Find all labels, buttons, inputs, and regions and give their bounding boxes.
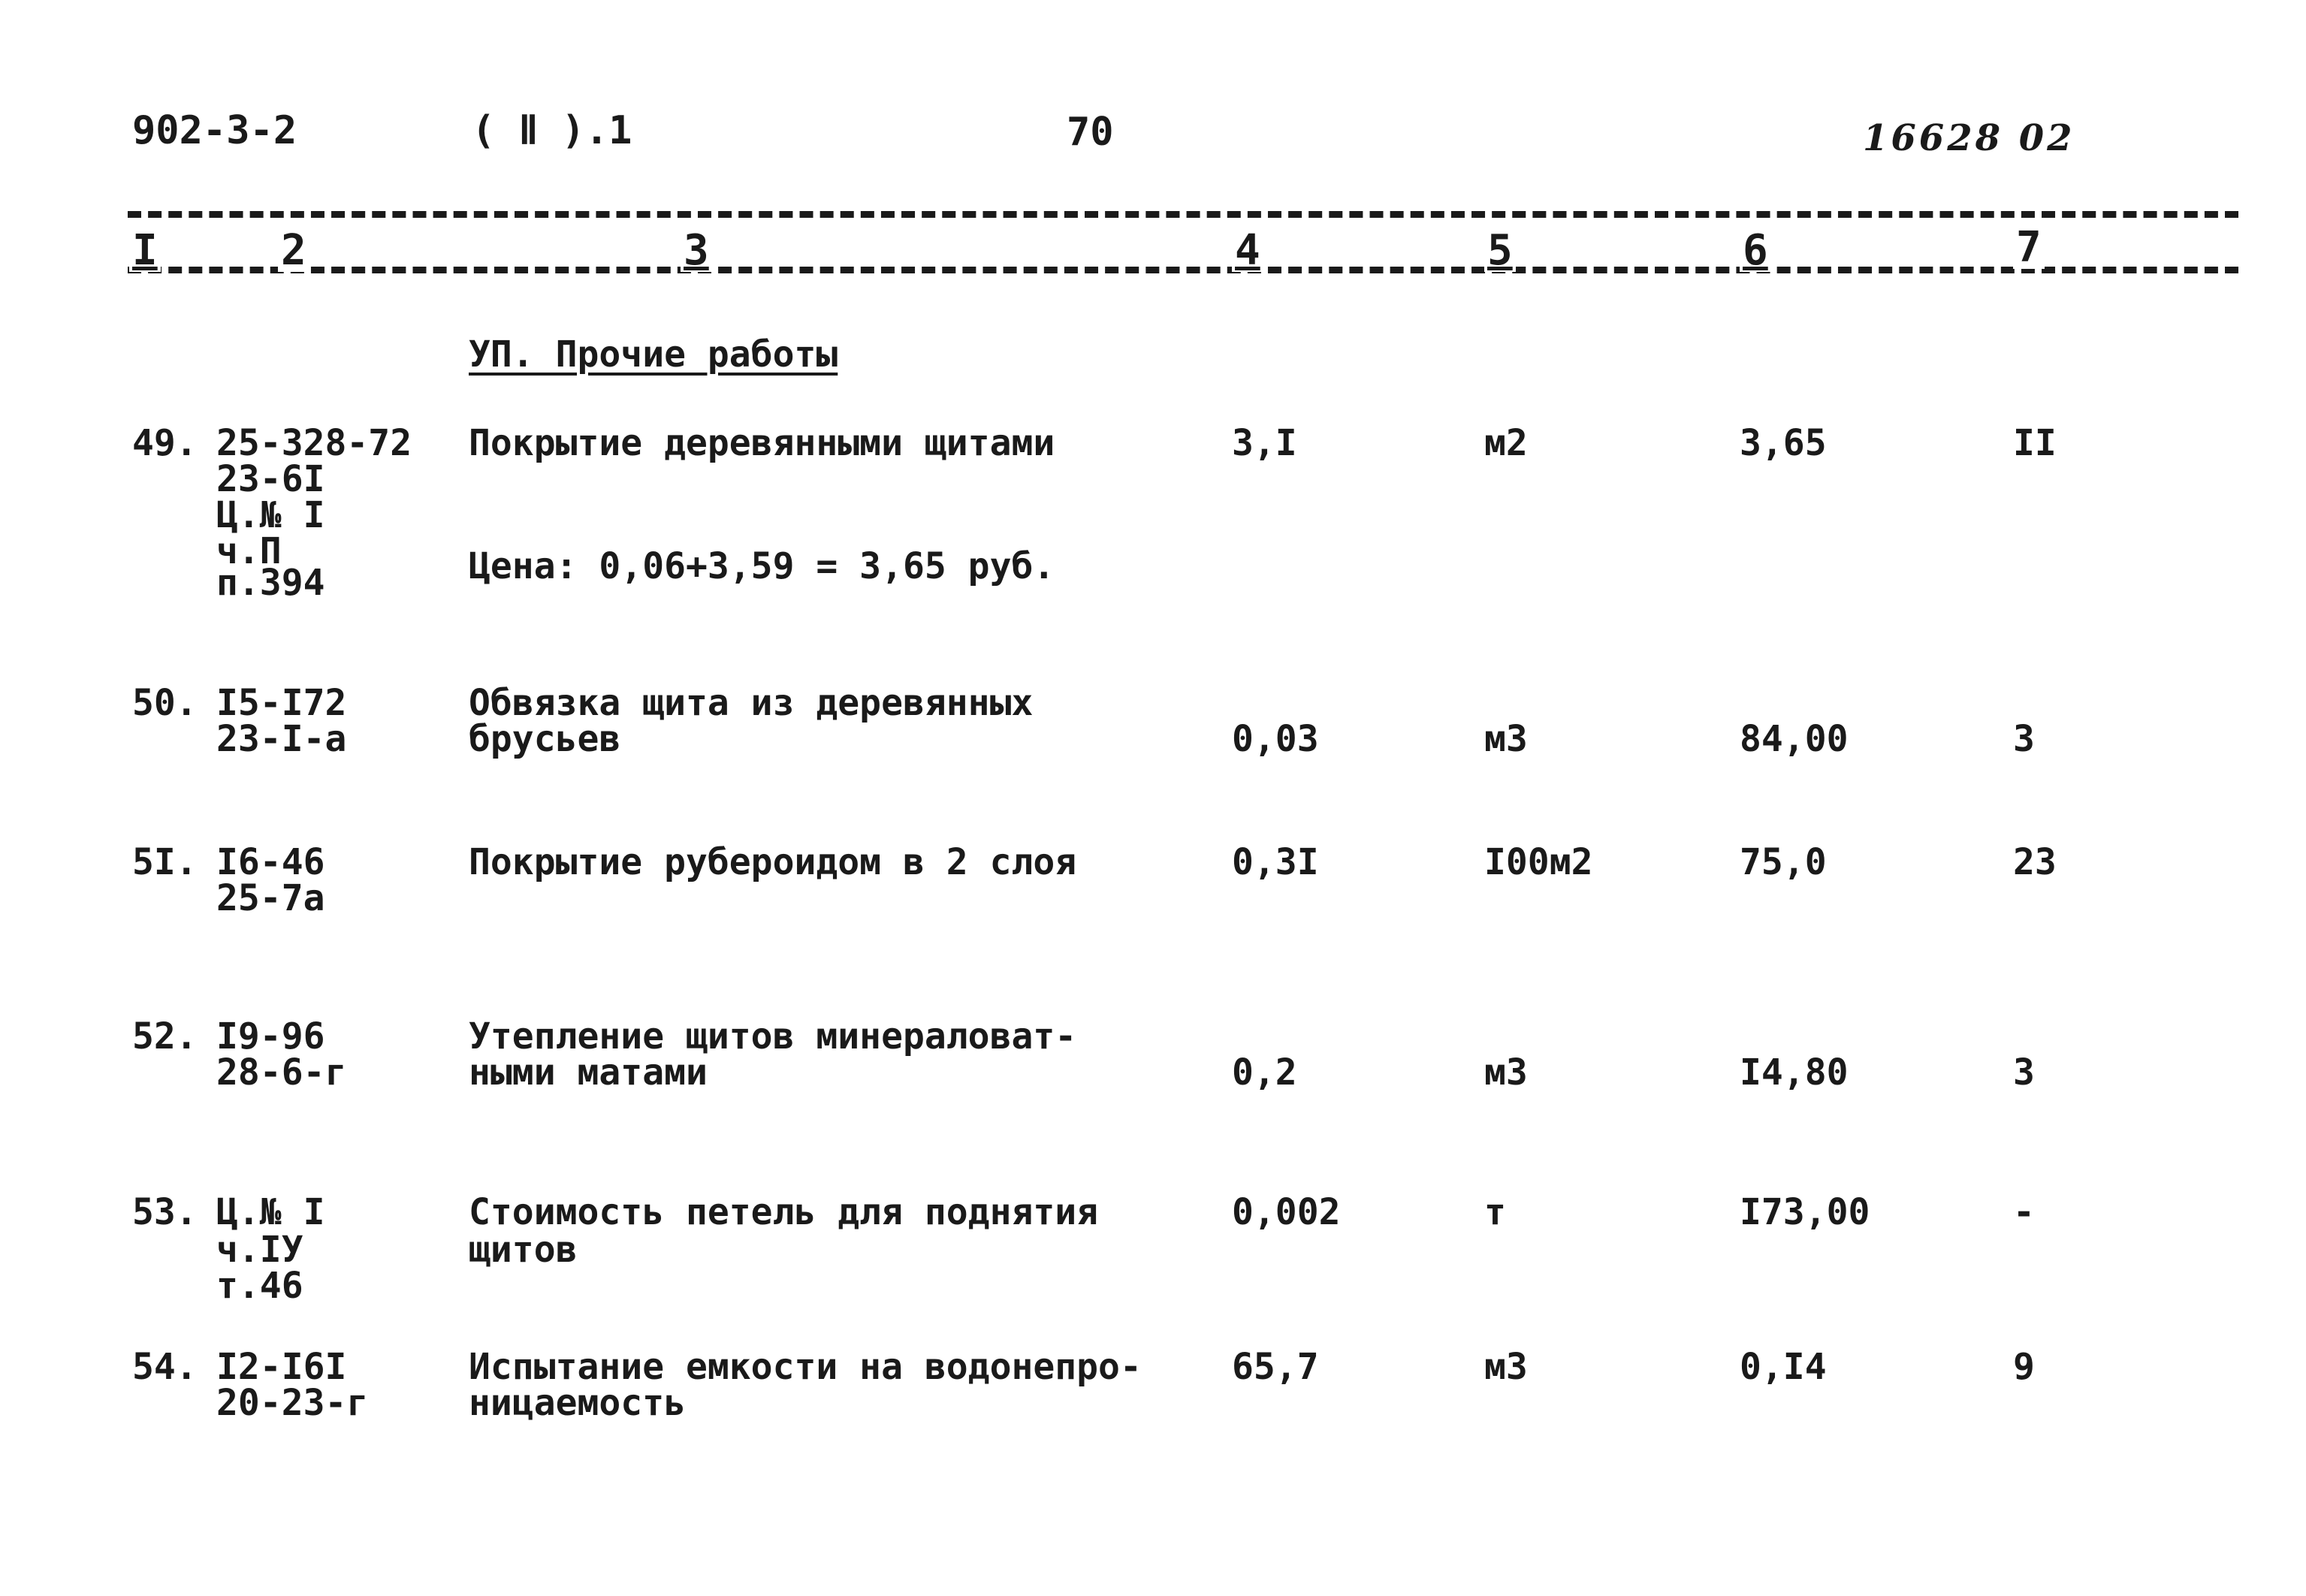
column-header-2: 2 [278,230,309,272]
norm-code-line: ч.П [216,530,282,572]
unit-price: I4,80 [1740,1051,1849,1094]
column-7-value: 9 [2013,1346,2035,1388]
column-header-4: 4 [1232,230,1263,272]
column-header-5: 5 [1484,230,1516,272]
row-number: 49. [132,422,198,464]
unit: I00м2 [1484,841,1593,883]
section-title: УП. Прочие работы [469,333,838,376]
norm-code-line: I2-I6I [216,1346,347,1388]
norm-code-line: 25-7а [216,877,325,919]
row-number: 52. [132,1015,198,1057]
unit-price: 75,0 [1740,841,1827,883]
norm-code-line: 28-6-г [216,1051,347,1094]
archive-number: 16628 02 [1863,117,2075,159]
unit-price: 3,65 [1740,422,1827,464]
page-number: 70 [1067,110,1114,155]
unit: м3 [1484,718,1528,760]
quantity: 0,2 [1232,1051,1297,1094]
work-description: Покрытие деревянными щитами [469,422,1055,464]
work-description: Обвязка щита из деревянных [469,682,1034,724]
row-number: 50. [132,682,198,724]
column-7-value: 23 [2013,841,2057,883]
norm-code-line: ч.IУ [216,1229,303,1271]
work-description: Покрытие рубероидом в 2 слоя [469,841,1077,883]
norm-code-line: 20-23-г [216,1382,369,1424]
work-description: брусьев [469,718,621,760]
column-header-1: I [129,230,161,272]
work-description: щитов [469,1229,578,1271]
quantity: 0,002 [1232,1191,1341,1233]
column-header-3: 3 [681,230,712,272]
unit-price: 0,I4 [1740,1346,1827,1388]
unit-price: 84,00 [1740,718,1849,760]
row-number: 54. [132,1346,198,1388]
work-description: Испытание емкости на водонепро- [469,1346,1142,1388]
row-number: 5I. [132,841,198,883]
column-7-value: - [2013,1191,2035,1233]
norm-code-line: 23-6I [216,458,325,500]
work-description: ницаемость [469,1382,686,1424]
quantity: 0,3I [1232,841,1319,883]
column-7-value: II [2013,422,2057,464]
norm-code-line: Ц.№ I [216,494,325,536]
quantity: 0,03 [1232,718,1319,760]
norm-code-line: Ц.№ I [216,1191,325,1233]
document-code: 902-3-2 [132,108,297,153]
norm-code-line: I6-46 [216,841,325,883]
unit: м3 [1484,1051,1528,1094]
column-7-value: 3 [2013,1051,2035,1094]
work-description: ными матами [469,1051,708,1094]
price-note: Цена: 0,06+3,59 = 3,65 руб. [469,545,1055,587]
unit: м3 [1484,1346,1528,1388]
norm-code-line: I5-I72 [216,682,347,724]
unit: т [1484,1191,1506,1233]
unit-price: I73,00 [1740,1191,1870,1233]
work-description: Утепление щитов минераловат- [469,1015,1077,1057]
volume-label: ( Ⅱ ).1 [472,108,632,153]
quantity: 3,I [1232,422,1297,464]
column-header-6: 6 [1740,230,1771,272]
norm-code-line: 23-I-а [216,718,347,760]
column-header-7: 7 [2013,227,2045,269]
norm-code-line: I9-96 [216,1015,325,1057]
norm-code-line: 25-328-72 [216,422,412,464]
unit: м2 [1484,422,1528,464]
row-number: 53. [132,1191,198,1233]
norm-code-line: п.394 [216,562,325,604]
top-dashed-rule [128,211,2238,218]
norm-code-line: т.46 [216,1265,303,1307]
quantity: 65,7 [1232,1346,1319,1388]
column-header-dashed-rule [128,267,2238,273]
column-7-value: 3 [2013,718,2035,760]
work-description: Стоимость петель для поднятия [469,1191,1099,1233]
